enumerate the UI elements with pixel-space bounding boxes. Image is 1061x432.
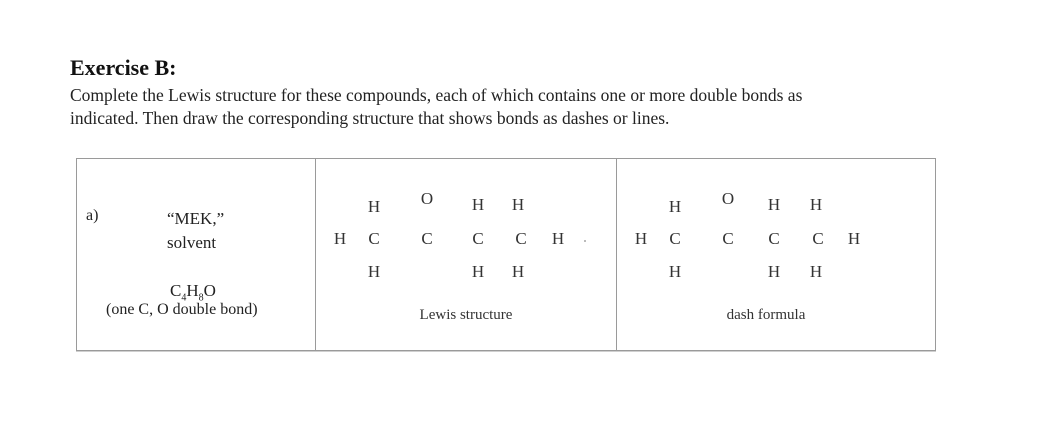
lewis-caption: Lewis structure — [419, 307, 513, 323]
atom-h-bottom-2: H — [471, 262, 485, 281]
atom-h-top-3: H — [511, 195, 525, 214]
atom-h-top-1: H — [668, 197, 682, 216]
atom-h-bottom-3: H — [511, 262, 525, 281]
atom-h-bottom-2: H — [767, 262, 781, 281]
lewis-structure-cell[interactable] — [316, 159, 617, 350]
atom-h-bottom-3: H — [809, 262, 823, 281]
atom-c-3: C — [472, 229, 484, 248]
row-label: a) — [86, 207, 99, 224]
atom-h-right: H — [551, 229, 565, 248]
atom-c-3: C — [768, 229, 780, 248]
dash-formula-cell[interactable] — [617, 159, 935, 350]
exercise-table — [76, 158, 936, 351]
exercise-instructions — [70, 84, 970, 130]
atom-c-2: C — [421, 229, 433, 248]
atom-h-top-2: H — [471, 195, 485, 214]
compound-name: “MEK,” — [167, 209, 225, 228]
atom-h-right: H — [847, 229, 861, 248]
atom-h-bottom-1: H — [668, 262, 682, 281]
compound-use: solvent — [167, 233, 217, 252]
exercise-title: Exercise B: — [70, 55, 177, 80]
atom-h-bottom-1: H — [367, 262, 381, 281]
atom-o: O — [721, 189, 735, 208]
atom-h-left: H — [333, 229, 347, 248]
instruction-line-1: Complete the Lewis structure for these compounds, each of which contains one or more double bonds as — [70, 85, 803, 105]
atom-c-1: C — [368, 229, 380, 248]
atom-h-left: H — [634, 229, 648, 248]
atom-h-top-3: H — [809, 195, 823, 214]
compound-info-cell — [77, 159, 316, 350]
molecular-formula: $C_4H_8O$ — [170, 281, 216, 304]
atom-c-1: C — [669, 229, 681, 248]
atom-c-4: C — [812, 229, 824, 248]
dash-caption: dash formula — [726, 307, 806, 323]
atom-c-2: C — [722, 229, 734, 248]
bond-note: (one C, O double bond) — [106, 301, 258, 318]
instruction-line-2: indicated. Then draw the corresponding structure that shows bonds as dashes or lines. — [70, 108, 670, 128]
atom-h-top-1: H — [367, 197, 381, 216]
stray-mark — [584, 240, 586, 242]
atom-o: O — [420, 189, 434, 208]
atom-h-top-2: H — [767, 195, 781, 214]
atom-c-4: C — [515, 229, 527, 248]
